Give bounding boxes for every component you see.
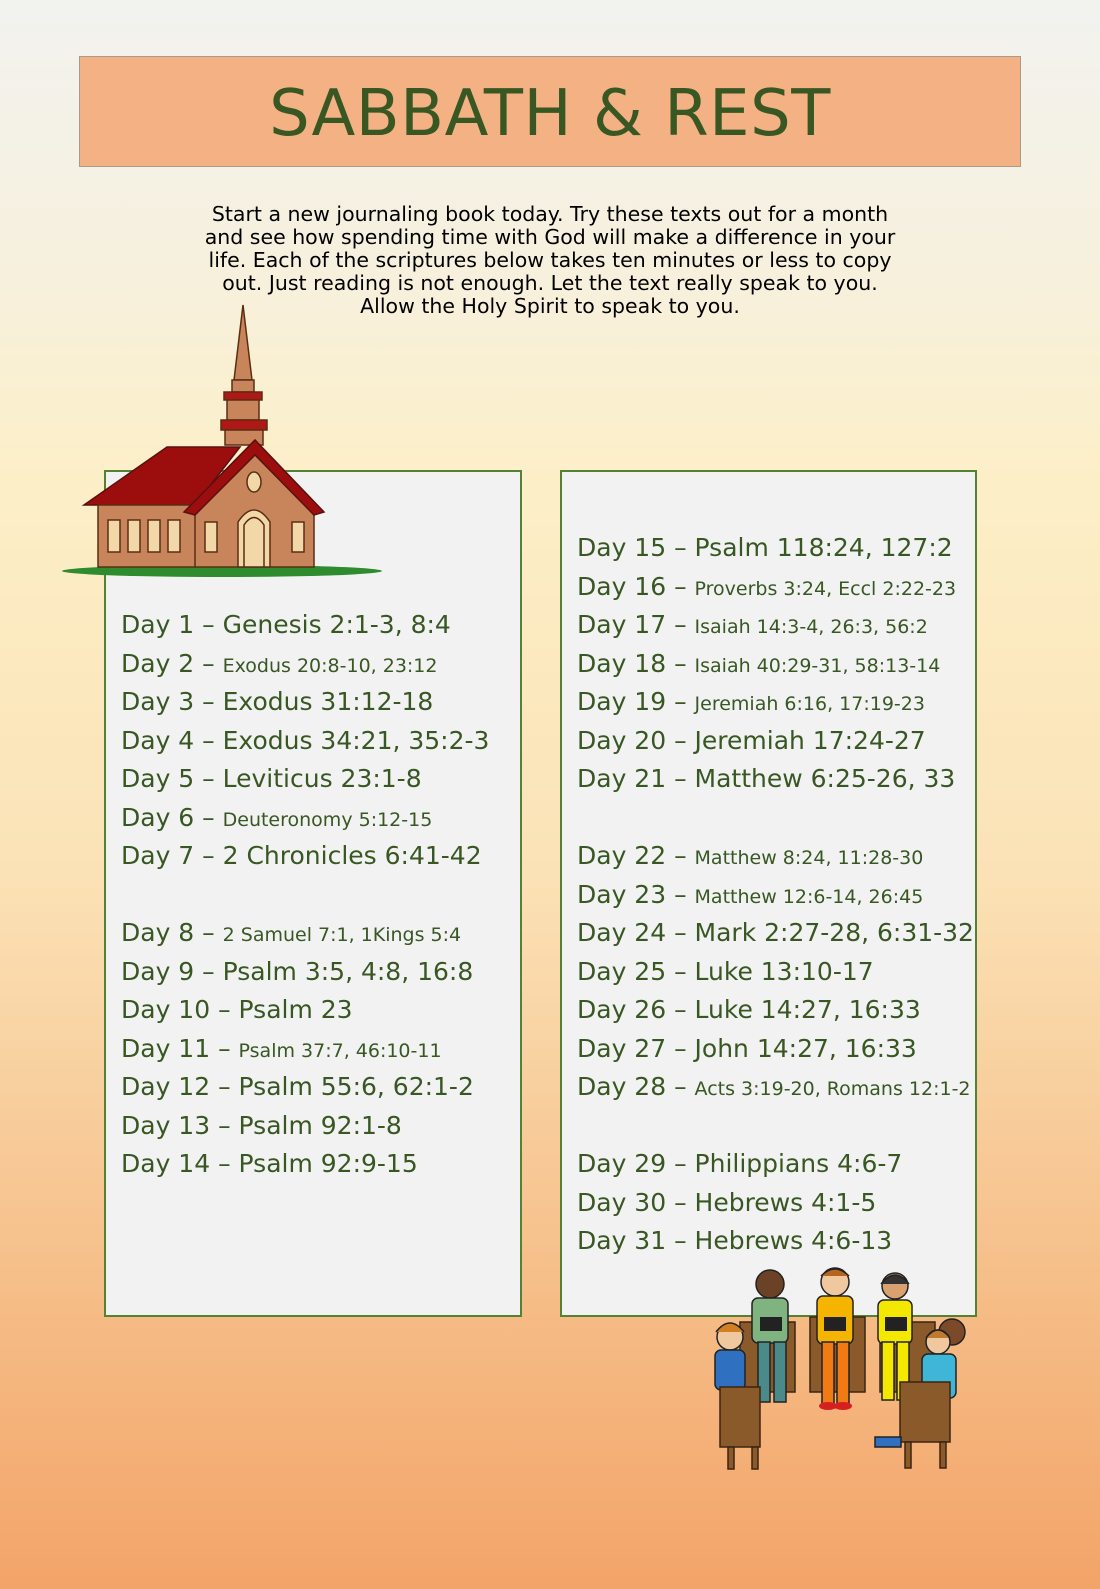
reading-entry (121, 1148, 418, 1180)
reading-reference: Psalm 92:9-15 (238, 1149, 418, 1178)
reading-day: Day 23 – (577, 879, 695, 909)
reading-reference: Psalm 3:5, 4:8, 16:8 (222, 956, 474, 986)
reading-entry (121, 725, 489, 757)
reading-entry (121, 1110, 402, 1142)
reading-day: Day 13 – (121, 1110, 239, 1140)
reading-day: Day 8 – (121, 918, 223, 947)
reading-entry (577, 1071, 971, 1105)
reading-entry (577, 1033, 917, 1065)
reading-day: Day 22 – (577, 841, 695, 870)
page-title: SABBATH & REST (269, 76, 831, 151)
reading-entry (577, 840, 923, 874)
reading-reference: Exodus 20:8-10, 23:12 (222, 654, 438, 677)
reading-entry (577, 917, 974, 949)
reading-entry (577, 1187, 876, 1219)
reading-day: Day 12 – (121, 1072, 239, 1101)
reading-reference: Leviticus 23:1-8 (222, 764, 422, 793)
intro-line: Start a new journaling book today. Try these texts out for a month (211, 202, 889, 226)
reading-day: Day 11 – (121, 1033, 239, 1063)
reading-day: Day 28 – (577, 1072, 695, 1101)
reading-day: Day 14 – (121, 1149, 239, 1178)
reading-day: Day 16 – (577, 571, 695, 601)
reading-entry (121, 609, 451, 641)
reading-day: Day 21 – (577, 764, 695, 793)
reading-entry (577, 609, 928, 643)
reading-reference: Psalm 55:6, 62:1-2 (238, 1072, 474, 1101)
reading-day: Day 3 – (121, 687, 223, 716)
reading-entry (121, 994, 353, 1026)
reading-day: Day 31 – (577, 1226, 695, 1255)
reading-day: Day 26 – (577, 995, 695, 1024)
reading-list-days-15-31 (560, 470, 977, 1317)
reading-reference: Exodus 34:21, 35:2-3 (222, 725, 490, 755)
reading-entry (577, 879, 923, 913)
reading-entry (577, 763, 955, 795)
reading-entry (577, 532, 953, 564)
reading-reference: Psalm 37:7, 46:10-11 (238, 1039, 442, 1062)
bible-study-group-icon (700, 1262, 985, 1472)
reading-day: Day 18 – (577, 648, 695, 678)
reading-reference: Proverbs 3:24, Eccl 2:22-23 (694, 577, 957, 600)
reading-day: Day 27 – (577, 1033, 695, 1063)
reading-reference: Genesis 2:1-3, 8:4 (222, 610, 451, 639)
reading-day: Day 9 – (121, 956, 223, 986)
reading-reference: Jeremiah 17:24-27 (694, 725, 926, 755)
reading-reference: Hebrews 4:1-5 (694, 1187, 877, 1217)
reading-entry (577, 1225, 892, 1257)
reading-reference: Psalm 118:24, 127:2 (694, 533, 953, 562)
reading-reference: Jeremiah 6:16, 17:19-23 (694, 693, 925, 715)
reading-day: Day 4 – (121, 725, 223, 755)
reading-entry (121, 1071, 474, 1103)
reading-day: Day 29 – (577, 1149, 695, 1178)
reading-entry (577, 725, 926, 757)
reading-entry (121, 802, 432, 836)
reading-entry (577, 648, 940, 682)
reading-entry (121, 1033, 442, 1067)
reading-day: Day 24 – (577, 918, 695, 947)
title-banner (79, 56, 1021, 167)
reading-entry (121, 956, 473, 988)
reading-entry (577, 1148, 902, 1180)
reading-reference: Matthew 6:25-26, 33 (694, 764, 956, 793)
reading-entry (121, 686, 433, 718)
reading-reference: Luke 13:10-17 (694, 956, 874, 986)
reading-reference: Luke 14:27, 16:33 (694, 995, 921, 1024)
church-icon (62, 300, 387, 580)
reading-day: Day 17 – (577, 610, 695, 639)
intro-line: and see how spending time with God will make a difference in your (204, 225, 896, 249)
reading-reference: Exodus 31:12-18 (222, 687, 434, 716)
reading-day: Day 5 – (121, 764, 223, 793)
intro-line: out. Just reading is not enough. Let the text really speak to you. (222, 271, 878, 295)
reading-reference: Psalm 92:1-8 (238, 1110, 402, 1140)
reading-reference: Deuteronomy 5:12-15 (222, 808, 433, 831)
intro-line: Allow the Holy Spirit to speak to you. (360, 294, 740, 318)
reading-day: Day 1 – (121, 610, 223, 639)
reading-reference: Isaiah 14:3-4, 26:3, 56:2 (694, 616, 928, 638)
reading-day: Day 30 – (577, 1187, 695, 1217)
reading-entry (121, 763, 422, 795)
reading-day: Day 2 – (121, 648, 223, 678)
reading-entry (577, 571, 956, 605)
reading-day: Day 7 – (121, 841, 223, 870)
reading-day: Day 15 – (577, 533, 695, 562)
intro-line: life. Each of the scriptures below takes ten minutes or less to copy (208, 248, 892, 272)
reading-reference: Matthew 12:6-14, 26:45 (694, 885, 924, 908)
reading-entry (121, 917, 461, 951)
reading-day: Day 25 – (577, 956, 695, 986)
reading-reference: 2 Chronicles 6:41-42 (222, 841, 482, 870)
reading-reference: John 14:27, 16:33 (694, 1033, 917, 1063)
reading-list-days-1-14 (104, 470, 522, 1317)
reading-day: Day 6 – (121, 802, 223, 832)
reading-reference: Hebrews 4:6-13 (694, 1226, 893, 1255)
reading-reference: Philippians 4:6-7 (694, 1149, 903, 1178)
reading-day: Day 20 – (577, 725, 695, 755)
reading-day: Day 19 – (577, 687, 695, 716)
reading-day: Day 10 – (121, 995, 239, 1024)
reading-reference: Mark 2:27-28, 6:31-32 (694, 918, 974, 947)
reading-entry (121, 840, 482, 872)
reading-entry (577, 686, 925, 720)
reading-entry (577, 956, 874, 988)
reading-reference: 2 Samuel 7:1, 1Kings 5:4 (222, 924, 462, 946)
reading-entry (121, 648, 438, 682)
reading-reference: Matthew 8:24, 11:28-30 (694, 847, 924, 869)
reading-reference: Psalm 23 (238, 995, 353, 1024)
reading-reference: Isaiah 40:29-31, 58:13-14 (694, 654, 941, 677)
reading-reference: Acts 3:19-20, Romans 12:1-2 (694, 1078, 971, 1100)
reading-entry (577, 994, 921, 1026)
